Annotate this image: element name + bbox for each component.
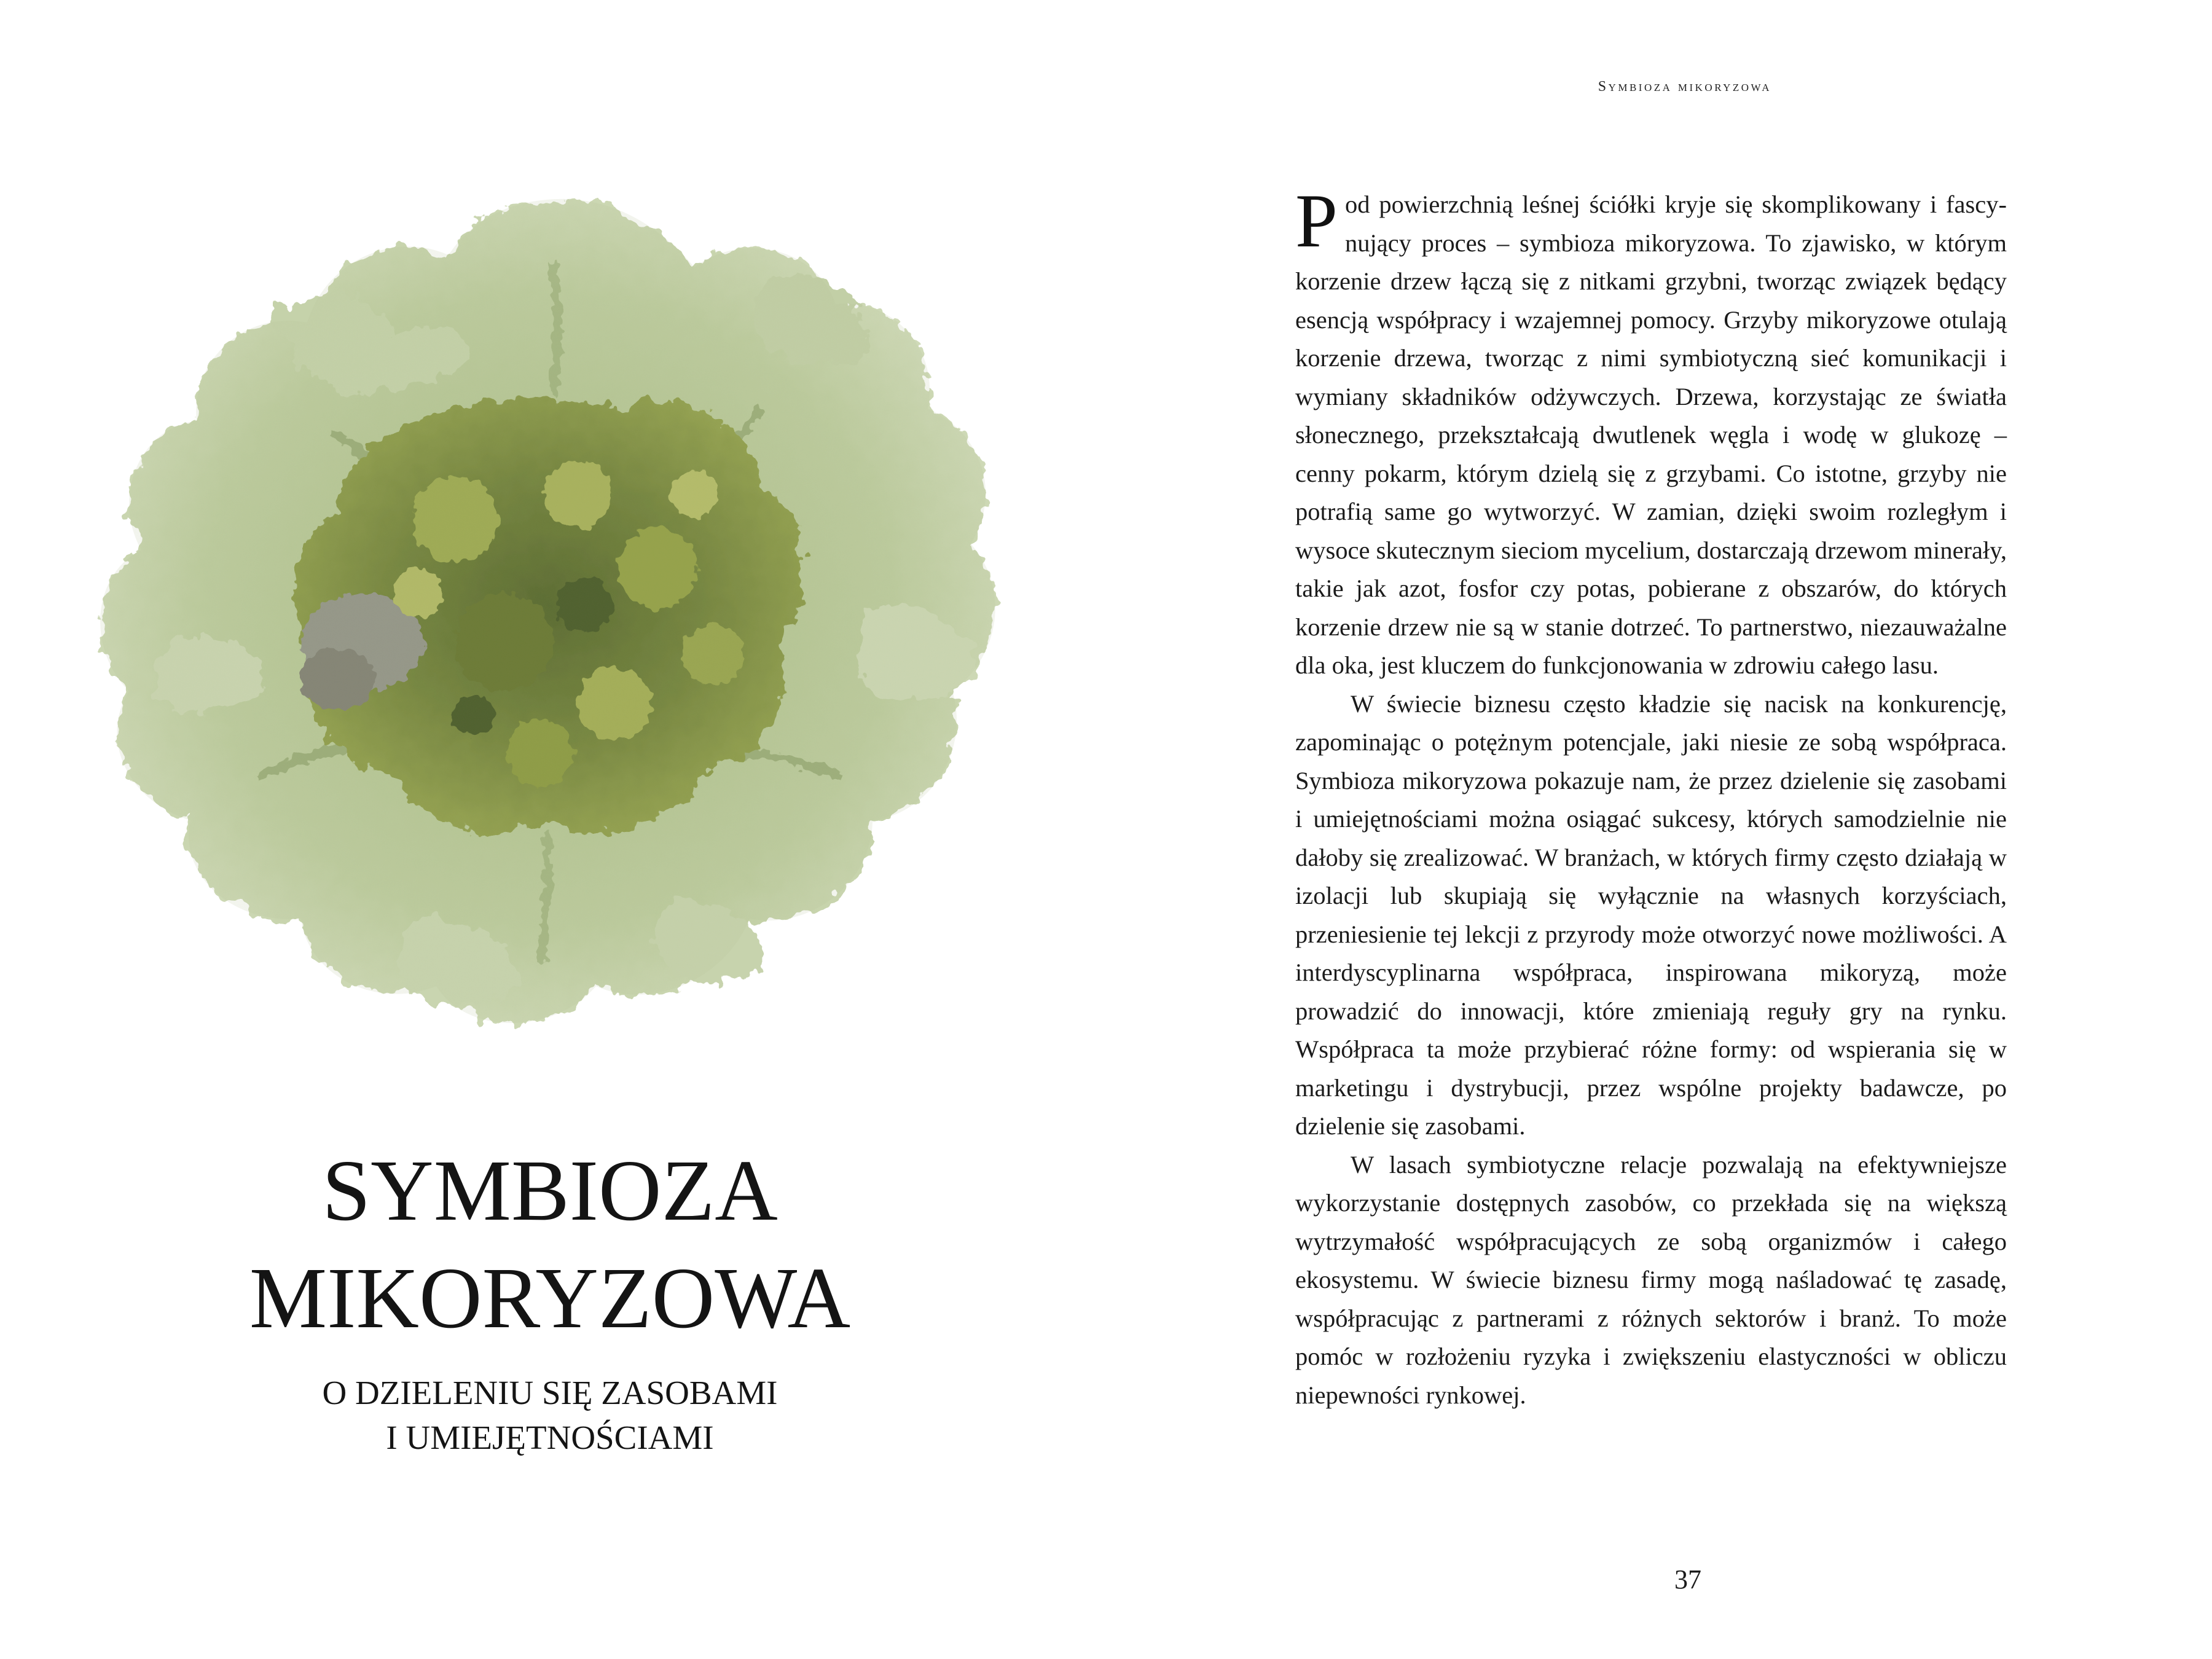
running-head: Symbioza mikoryzowa <box>1598 79 1771 95</box>
chapter-subtitle-line-2: I UMIEJĘTNOŚCIAMI <box>386 1419 714 1456</box>
paragraph-3: W lasach symbiotyczne relacje pozwalają na efektywniejsze wykorzystanie dostępnych zasobów, co przekłada się na większą wytrzymałość współpracujących ze sobą organizmów i całego ekosystemu. W świecie biznesu firmy mogą naśladować tę zasadę, współpracując z partnerami z różnych sektorów i branż. To może pomóc w rozłożeniu ryzyka i zwiększeniu elastyczności w obliczu niepewności rynkowej. <box>1295 1150 2007 1409</box>
chapter-subtitle-line-1: O DZIELENIU SIĘ ZASOBAMI <box>322 1374 778 1411</box>
chapter-title-line-1: SYMBIOZA <box>322 1142 778 1239</box>
chapter-title-line-2: MIKORYZOWA <box>249 1249 851 1346</box>
lichen-illustration <box>74 175 1020 1072</box>
drop-cap: P <box>1295 179 1338 263</box>
body-text <box>1295 179 2007 1414</box>
paragraph-2: W świecie biznesu często kładzie się nacisk na konkurencję, zapominając o potężnym potencjale, jaki niesie ze sobą współpraca. Symbioza mikoryzowa pokazuje nam, że przez dzielenie się zasobami i umiejętnościami można osiągać sukcesy, których samodzielnie nie dałoby się zrealizować. W branżach, w których firmy często działają w izolacji lub skupiają się wyłącznie na własnych korzyściach, przeniesienie tej lekcji z przyrody może otworzyć nowe możliwości. A interdyscyplinarna współpraca, inspirowana mikoryzą, może prowadzić do innowacji, które zmieniają reguły gry na rynku. Współpraca ta może przybierać różne formy: od wspierania się w marketingu i dystrybucji, przez wspólne projekty badawcze, po dzielenie się zasobami. <box>1295 689 2007 1140</box>
right-page <box>1106 0 2212 1659</box>
chapter-subtitle <box>86 1370 1014 1460</box>
chapter-title <box>86 1137 1014 1352</box>
paragraph-1-text: od powierzchnią leśnej ściółki kryje się skomplikowany i fascynujący proces – symbioza mikoryzowa. To zjawisko, w którym korzenie drzew łączą się z nitkami grzybni, tworząc związek będący esencją współpracy i wzajemnej pomocy. Grzyby mikoryzowe otulają korzenie drzewa, tworząc z nimi symbiotyczną sieć komunikacji i wymiany składników odżywczych. Drzewa, korzystając ze światła słonecznego, przekształcają dwutlenek węgla i wodę w glukozę – cenny pokarm, którym dzielą się z grzybami. Co istotne, grzyby nie potrafią same go wytworzyć. W zamian, dzięki swoim rozległym i wysoce skutecznym sieciom mycelium, dostarczają drzewom minerały, takie jak azot, fosfor czy potas, pobierane z obszarów, do których korzenie drzew nie są w stanie dotrzeć. To partnerstwo, niezauważalne dla oka, jest kluczem do funkcjonowania w zdrowiu całego lasu. <box>1295 190 2007 679</box>
page-number: 37 <box>1674 1564 1701 1594</box>
paragraph-1 <box>1295 179 2007 685</box>
